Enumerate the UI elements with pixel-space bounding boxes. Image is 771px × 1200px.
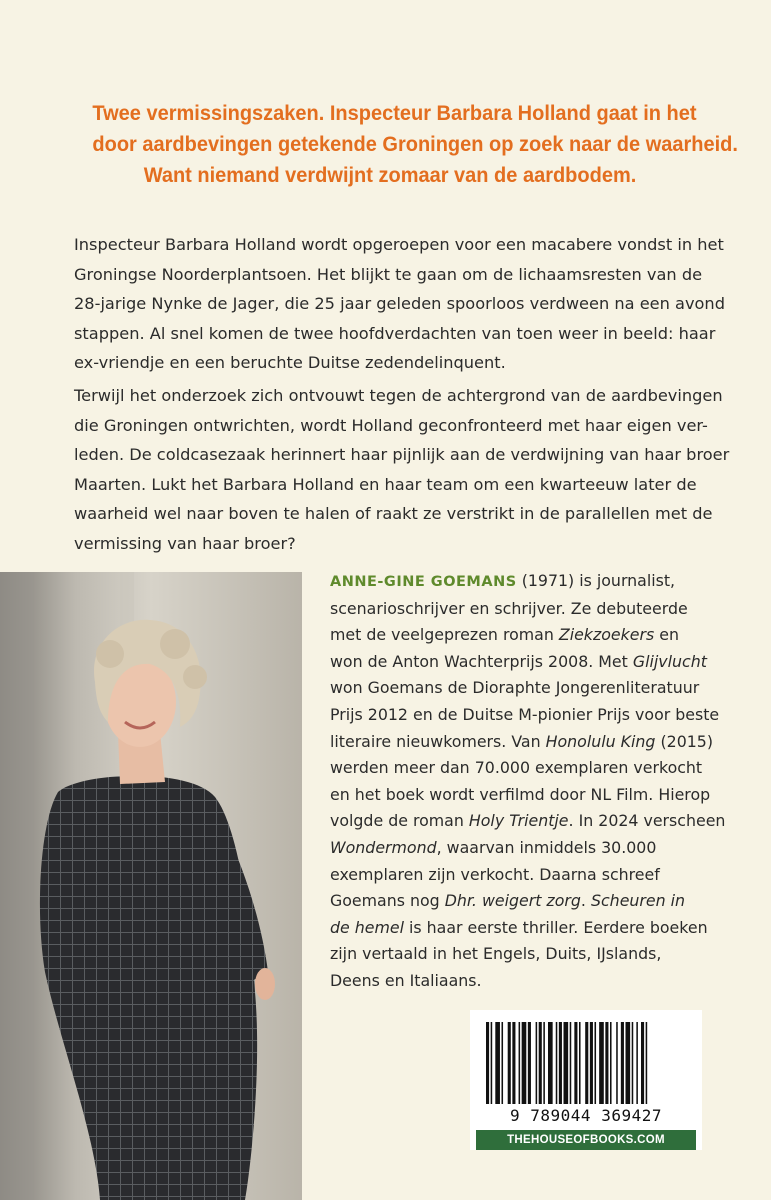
author-photo-illustration — [0, 572, 302, 1200]
text-line: stappen. Al snel komen de twee hoofdverdachten van toen weer in beeld: haar — [74, 323, 716, 343]
bio-text: . — [580, 891, 591, 911]
barcode-bar — [641, 1022, 644, 1104]
barcode-bar — [502, 1022, 504, 1104]
barcode-bar — [522, 1022, 527, 1104]
bio-text: (2015) — [655, 731, 714, 751]
isbn-number: 9 789044 369427 — [510, 1106, 662, 1125]
text-line: leden. De coldcasezaak herinnert haar pijnlijk aan de verdwijning van haar broer — [74, 445, 730, 464]
tagline-line: door aardbevingen getekende Groningen op zoek naar de waarheid. — [92, 132, 738, 156]
bio-text: , waarvan inmiddels 30.000 — [436, 837, 657, 857]
bio-text: exemplaren zijn verkocht. Daarna schreef — [330, 864, 660, 884]
book-title: Scheuren in — [590, 891, 686, 911]
barcode-bar — [599, 1022, 604, 1104]
barcode-bar — [574, 1022, 577, 1104]
author-bio — [330, 568, 750, 995]
barcode-bar — [536, 1022, 538, 1104]
barcode-bar — [543, 1022, 545, 1104]
barcode-bar — [528, 1022, 531, 1104]
barcode-bar — [595, 1022, 597, 1104]
barcode-bar — [590, 1022, 593, 1104]
barcode-bar — [559, 1022, 562, 1104]
barcode-bar — [548, 1022, 553, 1104]
book-title: Holy Trientje — [468, 811, 569, 831]
barcode-bar — [616, 1022, 618, 1104]
bio-text: zijn vertaald in het Engels, Duits, IJslands, — [330, 944, 662, 964]
text-line: Terwijl het onderzoek zich ontvouwt tegen de achtergrond van de aardbevingen — [74, 386, 723, 405]
barcode-bar — [508, 1022, 511, 1104]
bio-text: Prijs 2012 en de Duitse M-pionier Prijs voor beste — [330, 704, 720, 724]
barcode-bar — [564, 1022, 569, 1104]
text-line: die Groningen ontwrichten, wordt Holland geconfronteerd met haar eigen ver- — [74, 415, 708, 435]
tagline — [92, 98, 738, 191]
book-title: Wondermond — [330, 837, 437, 857]
bio-text: literaire nieuwkomers. Van — [330, 731, 546, 751]
text-line: Maarten. Lukt het Barbara Holland en haar team om een kwarteeuw later de — [74, 474, 697, 494]
text-line: 28-jarige Nynke de Jager, die 25 jaar geleden spoorloos verdween na een avond — [74, 294, 725, 313]
book-title: Honolulu King — [545, 731, 656, 751]
synopsis-paragraph-1 — [74, 230, 725, 378]
barcode-bar — [519, 1022, 521, 1104]
bio-text: met de veelgeprezen roman — [330, 625, 559, 645]
barcode-bar — [585, 1022, 588, 1104]
barcode-bar — [646, 1022, 648, 1104]
bio-text: volgde de roman — [330, 811, 469, 831]
barcode-bar — [556, 1022, 558, 1104]
tagline-line: Twee vermissingszaken. Inspecteur Barbara Holland gaat in het — [92, 101, 697, 125]
bio-text: werden meer dan 70.000 exemplaren verkocht — [330, 758, 703, 778]
book-title: Ziekzoekers — [558, 625, 655, 645]
synopsis-paragraph-2 — [74, 381, 730, 558]
bio-text: won de Anton Wachterprijs 2008. Met — [330, 651, 633, 671]
bio-text: won Goemans de Dioraphte Jongerenliteratuur — [330, 678, 700, 698]
barcode-bar — [636, 1022, 638, 1104]
barcode-bar — [570, 1022, 572, 1104]
barcode-bar — [486, 1022, 489, 1104]
bio-text: en — [654, 625, 679, 645]
barcode-bar — [512, 1022, 515, 1104]
bio-text: . In 2024 verscheen — [568, 811, 726, 831]
barcode-bar — [491, 1022, 493, 1104]
barcode-bar — [626, 1022, 631, 1104]
bio-text: en het boek wordt verfilmd door NL Film. Hierop — [330, 784, 711, 804]
barcode-bar — [539, 1022, 542, 1104]
barcode-bar — [621, 1022, 624, 1104]
publisher-website: THEHOUSEOFBOOKS.COM — [476, 1130, 696, 1150]
text-line: ex-vriendje en een beruchte Duitse zedendelinquent. — [74, 353, 506, 372]
barcode-bars — [482, 1022, 690, 1104]
barcode — [470, 1010, 702, 1150]
bio-text: is haar eerste thriller. Eerdere boeken — [404, 917, 708, 937]
book-title: Glijvlucht — [632, 651, 707, 671]
text-line: vermissing van haar broer? — [74, 533, 296, 553]
text-line: Groningse Noorderplantsoen. Het blijkt te gaan om de lichaamsresten van de — [74, 264, 703, 284]
book-title: Dhr. weigert zorg — [444, 891, 581, 911]
barcode-bar — [610, 1022, 612, 1104]
bio-text: Deens en Italiaans. — [330, 970, 482, 990]
barcode-bar — [579, 1022, 581, 1104]
barcode-bar — [495, 1022, 500, 1104]
text-line: waarheid wel naar boven te halen of raakt ze verstrikt in de parallellen met de — [74, 504, 713, 523]
tagline-line: Want niemand verdwijnt zomaar van de aardbodem. — [143, 163, 637, 187]
barcode-bar — [605, 1022, 608, 1104]
book-title: de hemel — [330, 917, 404, 937]
text-line: Inspecteur Barbara Holland wordt opgeroepen voor een macabere vondst in het — [74, 235, 724, 254]
barcode-bar — [632, 1022, 634, 1104]
author-photo — [0, 572, 302, 1200]
bio-text: Goemans nog — [330, 891, 445, 911]
author-name: ANNE-GINE GOEMANS — [330, 574, 517, 590]
bio-text: (1971) is journalist, — [516, 571, 676, 590]
bio-text: scenarioschrijver en schrijver. Ze debuteerde — [330, 598, 688, 618]
